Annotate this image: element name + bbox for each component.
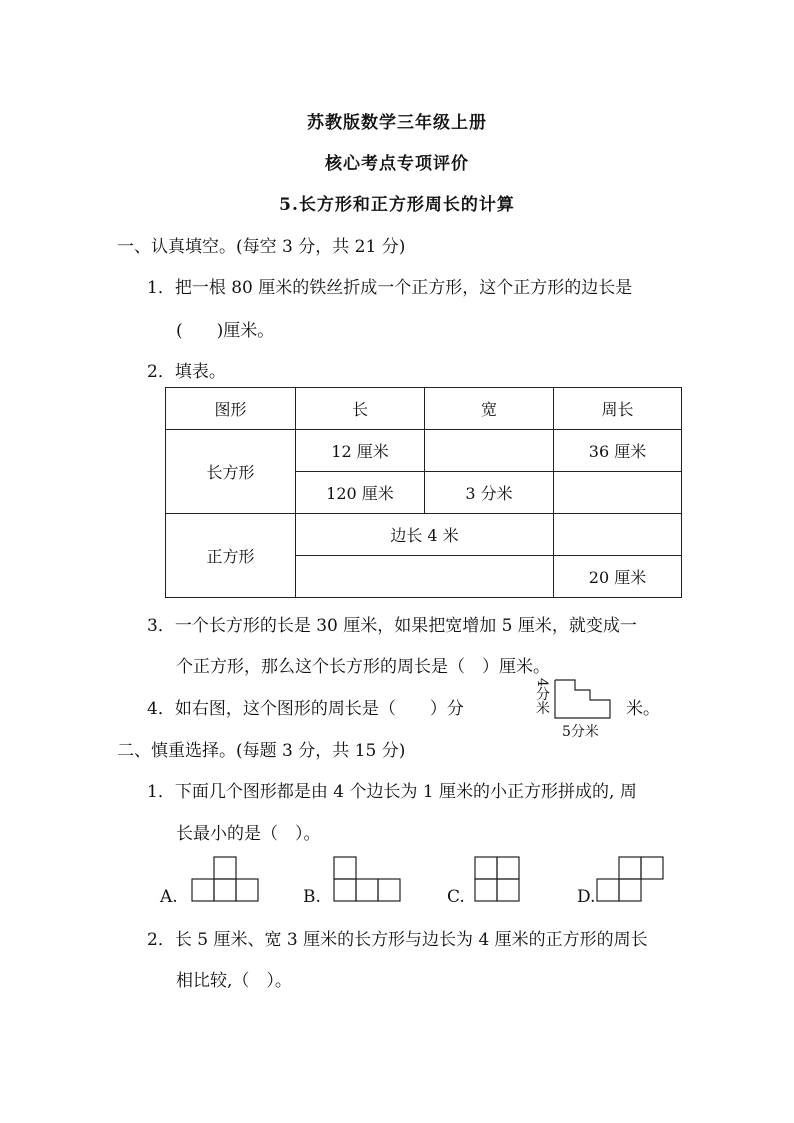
- square-label-cell: 正方形: [166, 514, 296, 598]
- option-a-label: A.: [160, 887, 178, 907]
- table-cell: 36 厘米: [554, 430, 682, 472]
- option-d-shape: [595, 856, 667, 902]
- table-cell: 12 厘米: [296, 430, 425, 472]
- table-cell: 20 厘米: [554, 556, 682, 598]
- s2-q2-line1: 2．长 5 厘米、宽 3 厘米的长方形与边长为 4 厘米的正方形的周长: [147, 930, 648, 950]
- table-header-row: [166, 388, 682, 430]
- option-b-label: B.: [303, 887, 321, 907]
- fig-side-label: 4分米: [534, 678, 550, 715]
- s1-q1-line1: 1．把一根 80 厘米的铁丝折成一个正方形，这个正方形的边长是: [147, 278, 633, 298]
- s1-q2-label: 2．填表。: [147, 362, 226, 382]
- section2-heading: 二、慎重选择。(每题 3 分，共 15 分): [117, 741, 406, 761]
- s1-q4-unit: 米。: [626, 699, 660, 719]
- s1-q4-text: 4．如右图，这个图形的周长是（ ）分: [147, 699, 464, 719]
- option-d-label: D.: [577, 887, 596, 907]
- table-row: [166, 514, 682, 556]
- fig-bottom-label: 5分米: [562, 724, 599, 740]
- table-row: [166, 430, 682, 472]
- table-header-cell: 周长: [554, 388, 682, 430]
- option-b-shape: [332, 856, 402, 902]
- table-cell: 3 分米: [425, 472, 554, 514]
- s1-q3-line2: 个正方形，那么这个长方形的周长是（ ）厘米。: [176, 657, 550, 677]
- table-header-cell: 图形: [166, 388, 296, 430]
- table-cell: [554, 472, 682, 514]
- table-cell: [425, 430, 554, 472]
- doc-topic: 5.长方形和正方形周长的计算: [279, 195, 515, 215]
- doc-title: 苏教版数学三年级上册: [307, 113, 487, 133]
- table-cell: [554, 514, 682, 556]
- option-c-label: C.: [447, 887, 465, 907]
- option-c-shape: [473, 856, 523, 902]
- table-cell: 边长 4 米: [296, 514, 554, 556]
- s1-q1-line2: ( )厘米。: [176, 321, 275, 341]
- section1-heading: 一、认真填空。(每空 3 分，共 21 分): [117, 237, 406, 257]
- doc-subtitle: 核心考点专项评价: [325, 154, 469, 174]
- perimeter-table: [165, 387, 682, 598]
- table-header-cell: 长: [296, 388, 425, 430]
- s2-q2-line2: 相比较,（ ）。: [176, 971, 292, 991]
- s2-q1-line2: 长最小的是（ ）。: [176, 824, 321, 844]
- table-header-cell: 宽: [425, 388, 554, 430]
- table-cell: 120 厘米: [296, 472, 425, 514]
- s1-q3-line1: 3．一个长方形的长是 30 厘米，如果把宽增加 5 厘米，就变成一: [147, 616, 637, 636]
- table-cell: [296, 556, 554, 598]
- option-a-shape: [190, 856, 260, 902]
- s2-q1-line1: 1．下面几个图形都是由 4 个边长为 1 厘米的小正方形拼成的, 周: [147, 782, 637, 802]
- rect-label-cell: 长方形: [166, 430, 296, 514]
